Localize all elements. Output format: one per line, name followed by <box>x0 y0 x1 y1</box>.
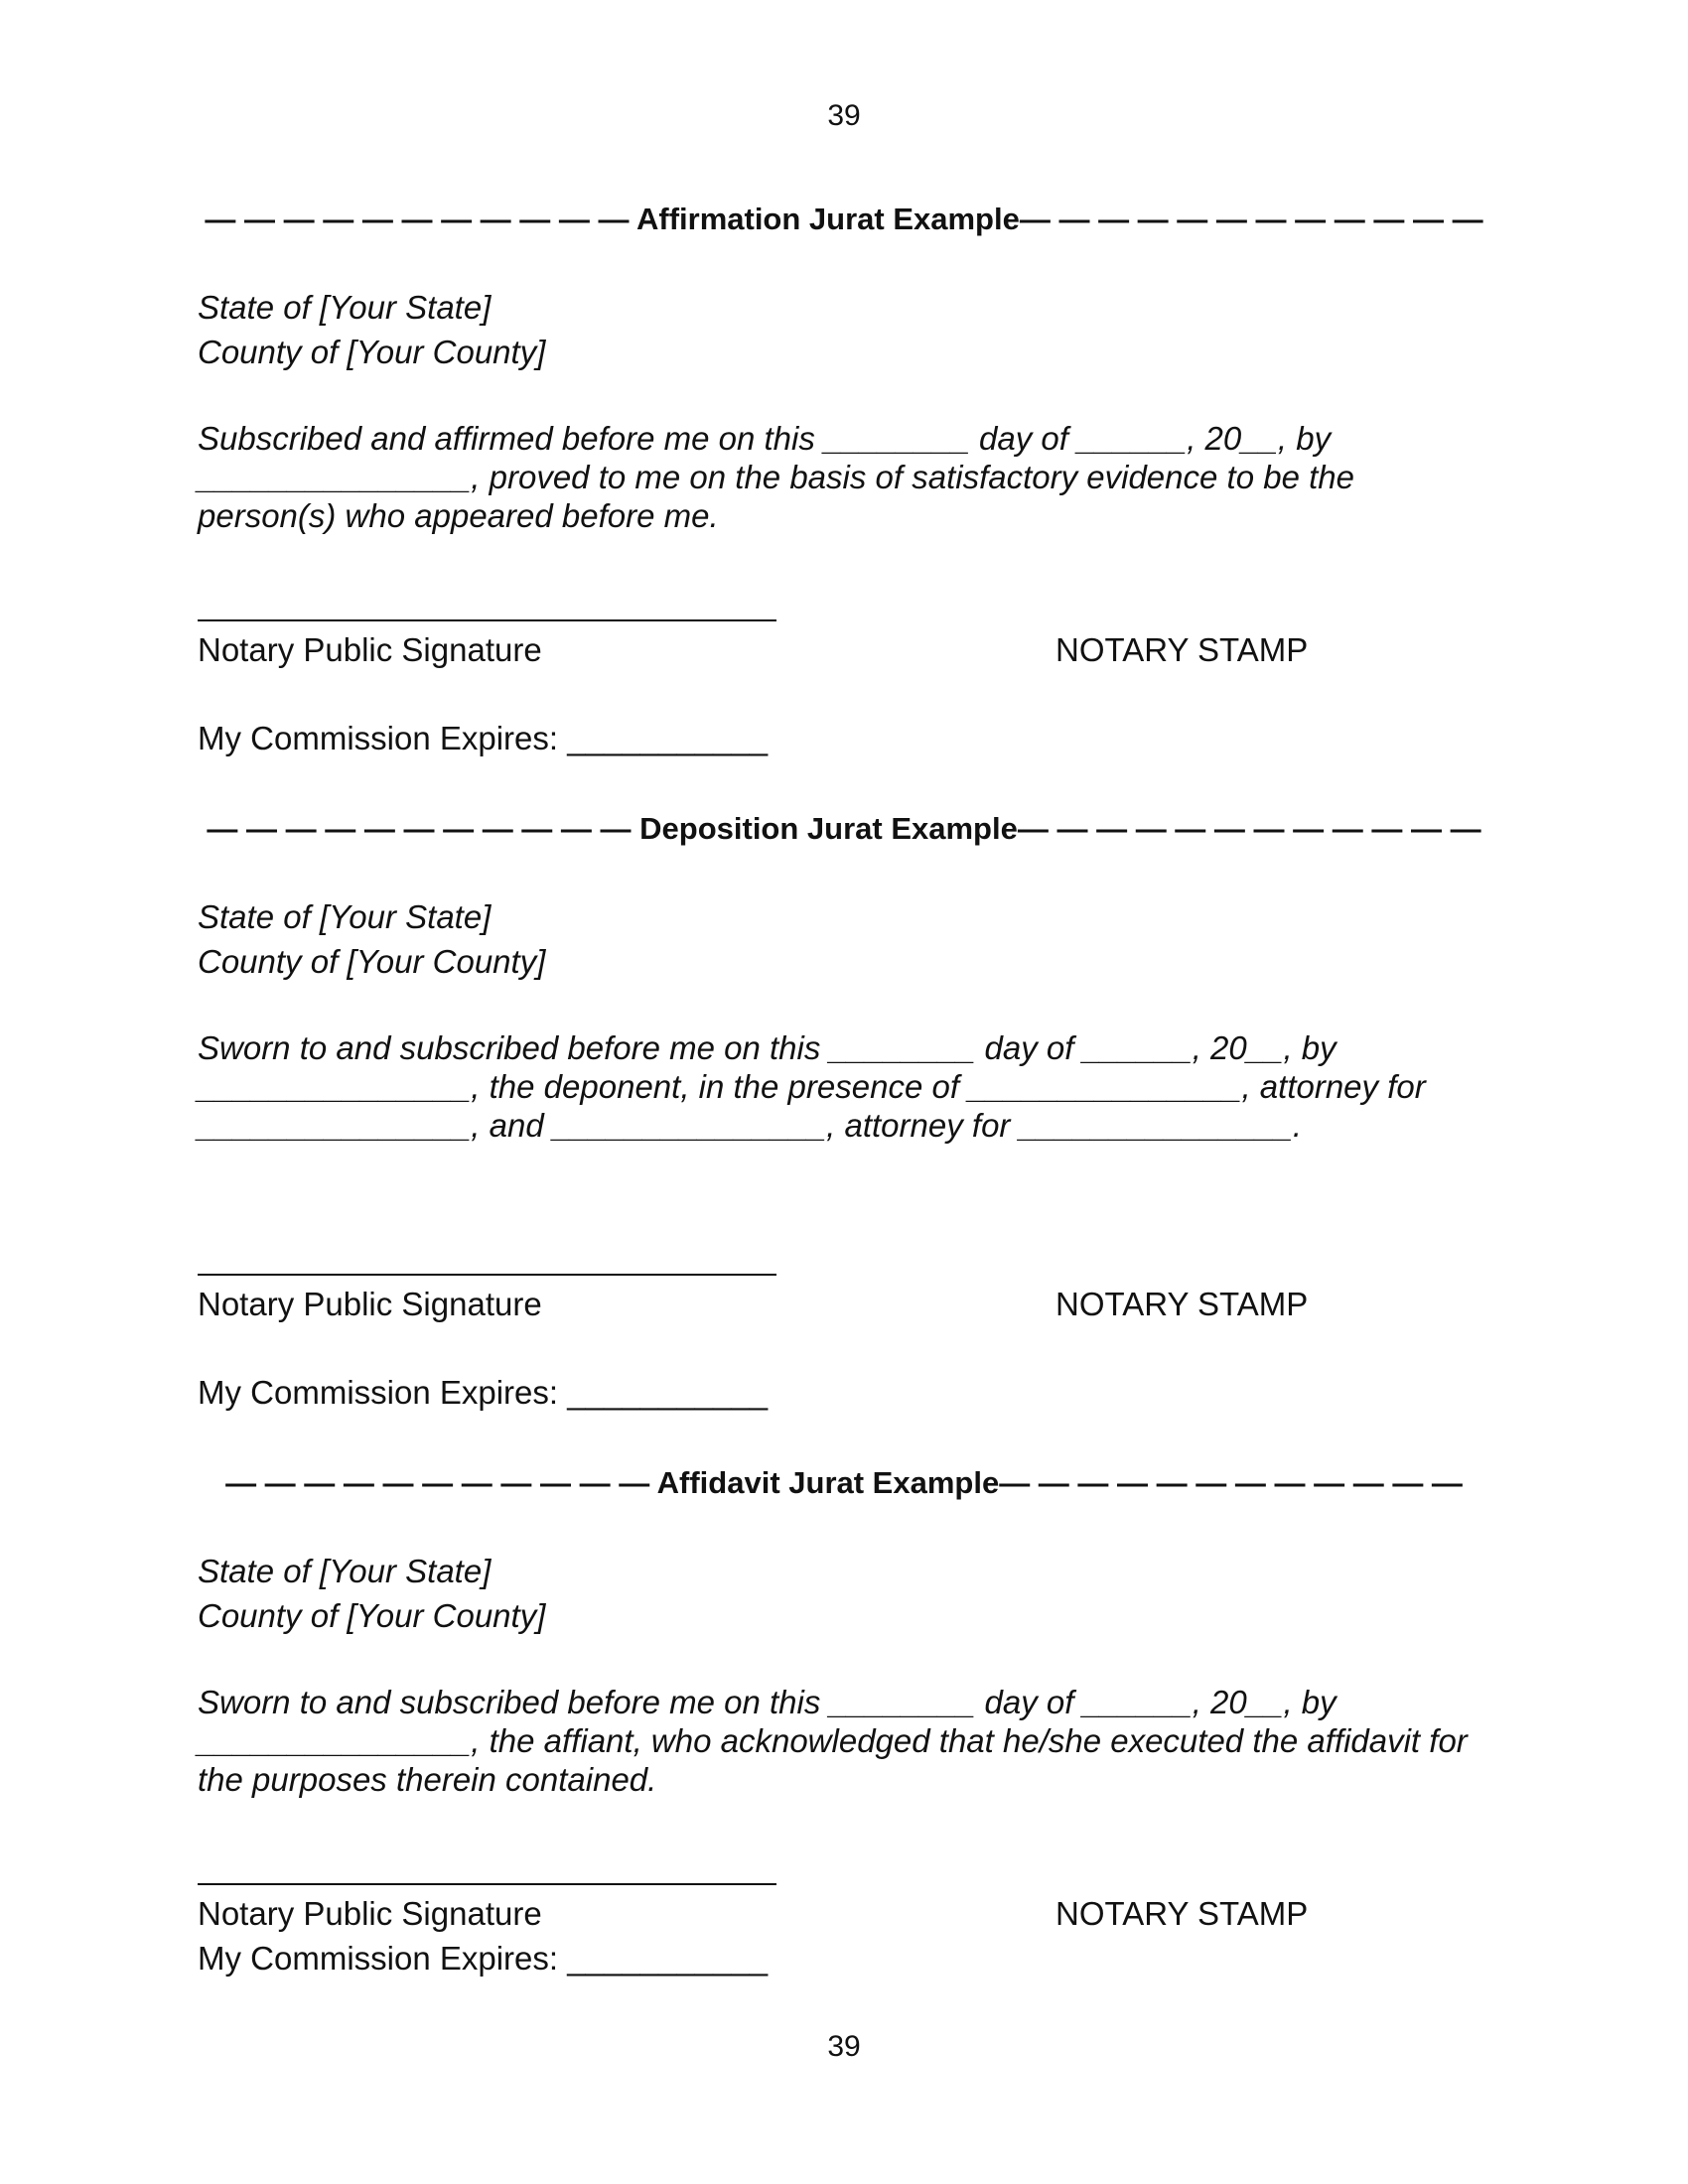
affidavit-signature-label: Notary Public Signature <box>198 1895 542 1932</box>
affirmation-signature-line <box>198 619 776 621</box>
page-number-bottom: 39 <box>827 2030 861 2063</box>
affidavit-commission: My Commission Expires: ___________ <box>198 1940 769 1977</box>
affirmation-notary-stamp: NOTARY STAMP <box>1055 631 1309 668</box>
affidavit-heading: — — — — — — — — — — — Affidavit Jurat Example— — — — — — — — — — — — <box>225 1465 1463 1500</box>
affidavit-signature-line <box>198 1883 776 1885</box>
deposition-signature-line <box>198 1274 776 1276</box>
affidavit-state: State of [Your State] <box>198 1553 492 1589</box>
deposition-body-line-1: Sworn to and subscribed before me on this ________ day of ______, 20__, by <box>198 1029 1336 1066</box>
affidavit-county: County of [Your County] <box>198 1597 546 1634</box>
affirmation-commission: My Commission Expires: ___________ <box>198 720 769 756</box>
affidavit-body-line-2: _______________, the affiant, who acknowledged that he/she executed the affidavit for <box>198 1722 1468 1759</box>
affidavit-body-line-3: the purposes therein contained. <box>198 1761 657 1798</box>
affidavit-body-line-1: Sworn to and subscribed before me on this ________ day of ______, 20__, by <box>198 1684 1336 1720</box>
affidavit-notary-stamp: NOTARY STAMP <box>1055 1895 1309 1932</box>
deposition-signature-label: Notary Public Signature <box>198 1286 542 1322</box>
affirmation-county: County of [Your County] <box>198 334 546 370</box>
affirmation-body-line-3: person(s) who appeared before me. <box>198 497 719 534</box>
affirmation-state: State of [Your State] <box>198 289 492 326</box>
page-number-top: 39 <box>827 99 861 132</box>
deposition-county: County of [Your County] <box>198 943 546 980</box>
deposition-notary-stamp: NOTARY STAMP <box>1055 1286 1309 1322</box>
deposition-state: State of [Your State] <box>198 898 492 935</box>
deposition-body-line-2: _______________, the deponent, in the presence of _______________, attorney for <box>198 1068 1426 1105</box>
affirmation-body-line-2: _______________, proved to me on the basis of satisfactory evidence to be the <box>198 459 1354 495</box>
deposition-commission: My Commission Expires: ___________ <box>198 1374 769 1411</box>
affirmation-body-line-1: Subscribed and affirmed before me on this ________ day of ______, 20__, by <box>198 420 1332 457</box>
deposition-heading: — — — — — — — — — — — Deposition Jurat Example— — — — — — — — — — — — <box>207 811 1481 846</box>
affirmation-signature-label: Notary Public Signature <box>198 631 542 668</box>
deposition-body-line-3: _______________, and _______________, attorney for _______________. <box>198 1107 1303 1144</box>
affirmation-heading: — — — — — — — — — — — Affirmation Jurat Example— — — — — — — — — — — — <box>205 202 1483 236</box>
